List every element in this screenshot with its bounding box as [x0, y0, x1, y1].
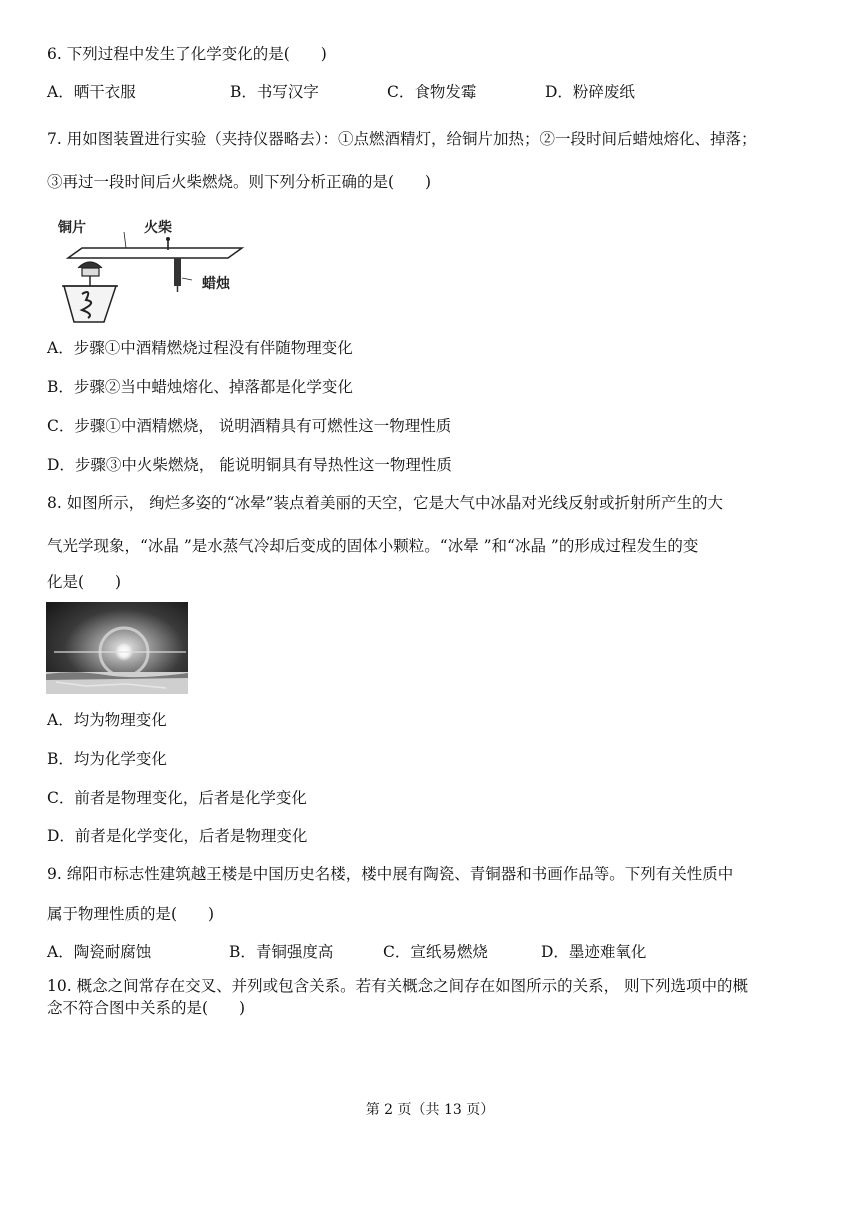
- candle: [174, 258, 181, 286]
- match-head: [166, 237, 170, 241]
- q9-option-d: D．墨迹难氧化: [541, 943, 647, 961]
- q9-option-c: C．宣纸易燃烧: [383, 943, 488, 961]
- q8-option-a: A．均为物理变化: [47, 711, 167, 729]
- q9-option-b: B．青铜强度高: [229, 943, 334, 961]
- lamp-flame-area: [78, 262, 102, 268]
- q6-options: [47, 82, 827, 102]
- q6-option-d: D．粉碎废纸: [545, 83, 635, 101]
- q7-option-a: A．步骤①中酒精燃烧过程没有伴随物理变化: [47, 339, 353, 357]
- q8-stem-line3: 化是( ): [47, 573, 122, 591]
- q7-option-b: B．步骤②当中蜡烛熔化、掉落都是化学变化: [47, 378, 353, 396]
- q7-stem-line1: 7. 用如图装置进行实验（夹持仪器略去）：①点燃酒精灯，给铜片加热；②一段时间后蜡烛熔化、掉落；: [47, 130, 757, 148]
- q8-ice-halo-photo: [46, 602, 188, 694]
- q8-stem-line2: 气光学现象，“冰晶 ”是水蒸气冷却后变成的固体小颗粒。“冰晕 ”和“冰晶 ”的形成过程发生的变: [47, 537, 699, 555]
- page-footer: 第 2 页（共 13 页）: [365, 1102, 495, 1118]
- q9-stem-line1: 9. 绵阳市标志性建筑越王楼是中国历史名楼，楼中展有陶瓷、青铜器和书画作品等。下列有关性质中: [47, 865, 734, 883]
- q6-option-a: A．晒干衣服: [47, 83, 136, 101]
- q9-option-a: A．陶瓷耐腐蚀: [47, 943, 152, 961]
- q10-stem-line1: 10. 概念之间常存在交叉、并列或包含关系。若有关概念之间存在如图所示的关系， 则下列选项中的概: [47, 977, 749, 995]
- q7-option-d: D．步骤③中火柴燃烧， 能说明铜具有导热性这一物理性质: [47, 456, 452, 474]
- q9-stem-line2: 属于物理性质的是( ): [47, 905, 215, 923]
- q7-apparatus-figure: [52, 210, 252, 330]
- q9-options: [47, 942, 827, 962]
- label-candle: 蜡烛: [202, 276, 230, 292]
- apparatus-diagram: [52, 210, 252, 330]
- q8-stem-line1: 8. 如图所示， 绚烂多姿的“冰晕”装点着美丽的天空，它是大气中冰晶对光线反射或折射所产生的大: [47, 494, 723, 512]
- q7-stem-line2: ③再过一段时间后火柴燃烧。则下列分析正确的是( ): [47, 173, 432, 191]
- q6-option-c: C．食物发霉: [387, 83, 477, 101]
- q10-stem-line2: 念不符合图中关系的是( ): [47, 999, 246, 1017]
- q8-option-c: C．前者是物理变化，后者是化学变化: [47, 789, 307, 807]
- copper-sheet: [68, 248, 242, 258]
- label-copper: 铜片: [58, 220, 86, 236]
- q6-option-b: B．书写汉字: [230, 83, 319, 101]
- label-match: 火柴: [144, 220, 172, 236]
- q8-option-b: B．均为化学变化: [47, 750, 167, 768]
- ice-halo-image: [46, 602, 188, 694]
- q7-option-c: C．步骤①中酒精燃烧， 说明酒精具有可燃性这一物理性质: [47, 417, 452, 435]
- q6-stem: 6. 下列过程中发生了化学变化的是( ): [47, 45, 327, 63]
- q8-option-d: D．前者是化学变化，后者是物理变化: [47, 827, 308, 845]
